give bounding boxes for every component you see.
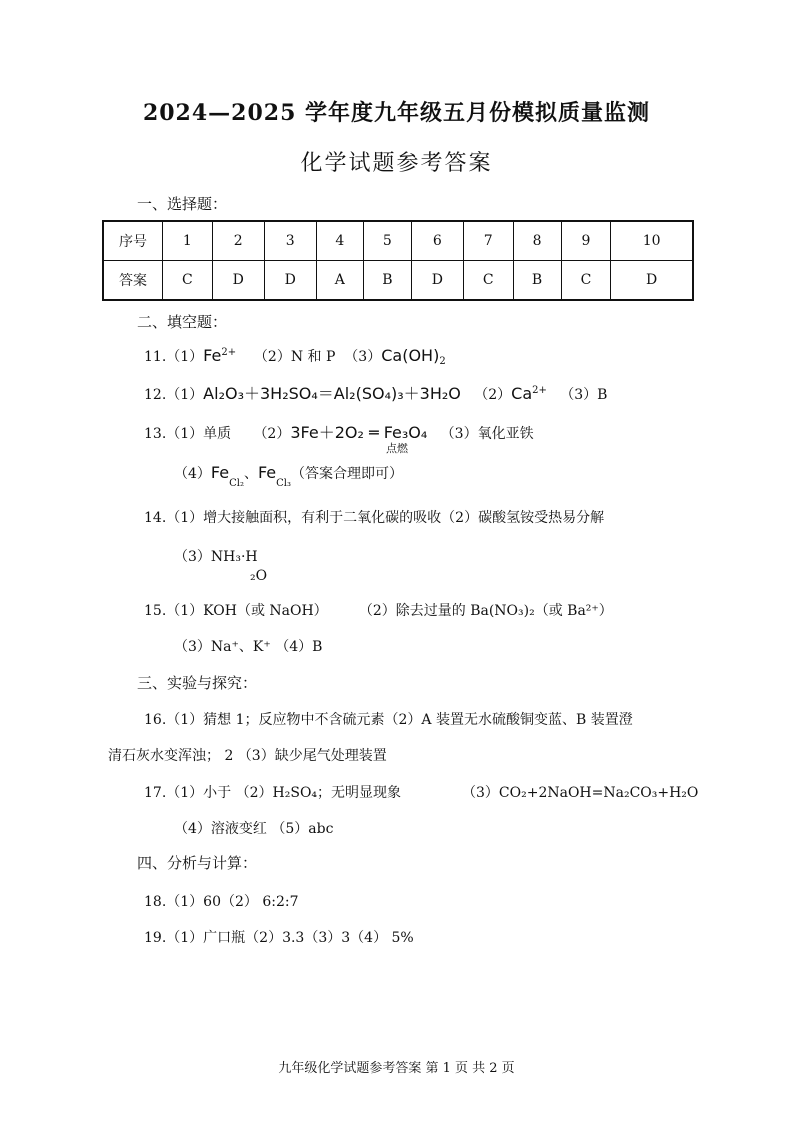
superscript: 2+ (532, 385, 547, 396)
answer-text: （2） (253, 426, 291, 442)
question-14-part3: （3）NH₃·H (174, 549, 258, 565)
subscript: Cl₂ (229, 478, 244, 489)
question-19: 19.（1）广口瓶（2）3.3（3）3（4） 5% (144, 930, 414, 946)
question-number: 13.（1）单质 (144, 426, 232, 442)
answer-formula: Ca(OH) (381, 346, 440, 365)
question-15-part3: （3）Na⁺、K⁺ （4）B (174, 639, 323, 655)
page-title: 2024—2025 学年度九年级五月份模拟质量监测 (142, 100, 651, 126)
answer-text: （3） (344, 349, 382, 365)
question-17-line1: 17.（1）小于 （2）H₂SO₄；无明显现象 (144, 785, 402, 801)
table-cell: 6 (411, 221, 463, 261)
subscript: Cl₃ (276, 478, 291, 489)
table-cell: D (411, 261, 463, 301)
question-number: 12.（1） (144, 387, 204, 403)
page-footer: 九年级化学试题参考答案 第 1 页 共 2 页 (278, 1061, 515, 1076)
table-cell: 9 (561, 221, 611, 261)
question-16-line1: 16.（1）猜想 1；反应物中不含硫元素（2）A 装置无水硫酸铜变蓝、B 装置澄 (144, 712, 633, 728)
question-13-part4 (174, 463, 403, 489)
table-cell: 7 (463, 221, 513, 261)
table-header-cell: 答案 (103, 261, 163, 301)
answer-formula: Fe (210, 463, 230, 482)
table-header-cell: 序号 (103, 221, 163, 261)
answer-table (102, 220, 694, 301)
question-11 (144, 346, 446, 367)
answer-formula: Ca (511, 384, 533, 403)
question-number: 11.（1） (144, 349, 204, 365)
table-cell: C (561, 261, 611, 301)
table-cell: D (212, 261, 264, 301)
answer-formula: Fe (257, 463, 277, 482)
table-cell: C (463, 261, 513, 301)
answer-text: （4） (174, 466, 211, 482)
table-cell: A (316, 261, 363, 301)
page-subtitle: 化学试题参考答案 (300, 151, 493, 176)
table-row-answers (103, 261, 693, 301)
answer-text: （2）除去过量的 Ba(NO₃)₂（或 Ba²⁺） (358, 603, 613, 619)
table-cell: 10 (611, 221, 693, 261)
table-cell: 3 (264, 221, 316, 261)
section-experiment-heading: 三、实验与探究： (137, 674, 258, 692)
reaction-condition: 点燃 (386, 442, 408, 455)
question-13 (144, 420, 534, 443)
table-cell: B (363, 261, 411, 301)
question-15 (144, 600, 613, 620)
question-14: 14.（1）增大接触面积，有利于二氧化碳的吸收（2）碳酸氢铵受热易分解 (144, 510, 605, 526)
question-16-line2: 清石灰水变浑浊； 2 （3）缺少尾气处理装置 (108, 748, 387, 764)
table-row-numbers (103, 221, 693, 261)
separator: 、 (243, 466, 258, 482)
subscript: 2 (439, 356, 446, 367)
superscript: 2+ (221, 347, 237, 358)
table-cell: 4 (316, 221, 363, 261)
answer-text: （2） (474, 387, 512, 403)
table-cell: D (264, 261, 316, 301)
question-17-line2: （4）溶液变红 （5）abc (174, 821, 334, 837)
question-12 (144, 381, 607, 404)
answer-text: 15.（1）KOH（或 NaOH） (144, 603, 328, 619)
table-cell: C (163, 261, 213, 301)
equation: Al₂O₃＋3H₂SO₄＝Al₂(SO₄)₃＋3H₂O (203, 384, 461, 403)
question-14-part3-tail: ₂O (250, 568, 268, 584)
table-cell: D (611, 261, 693, 301)
table-cell: B (513, 261, 561, 301)
table-cell: 2 (212, 221, 264, 261)
equation: 3Fe＋2O₂ ═ Fe₃O₄ (290, 423, 428, 442)
answer-note: （答案合理即可） (290, 466, 403, 482)
table-cell: 1 (163, 221, 213, 261)
answer-formula: Fe (203, 346, 222, 365)
section-calc-heading: 四、分析与计算： (137, 854, 258, 872)
table-cell: 5 (363, 221, 411, 261)
answer-text: （3）氧化亚铁 (440, 426, 534, 442)
question-18: 18.（1）60（2） 6:2:7 (144, 894, 299, 910)
answer-text: （3）B (560, 387, 608, 403)
question-17-equation: （3）CO₂+2NaOH=Na₂CO₃+H₂O (462, 785, 699, 801)
answer-text: （2）N 和 P (253, 349, 336, 365)
section-choice-heading: 一、选择题： (137, 195, 228, 213)
section-fill-heading: 二、填空题： (137, 313, 228, 331)
table-cell: 8 (513, 221, 561, 261)
